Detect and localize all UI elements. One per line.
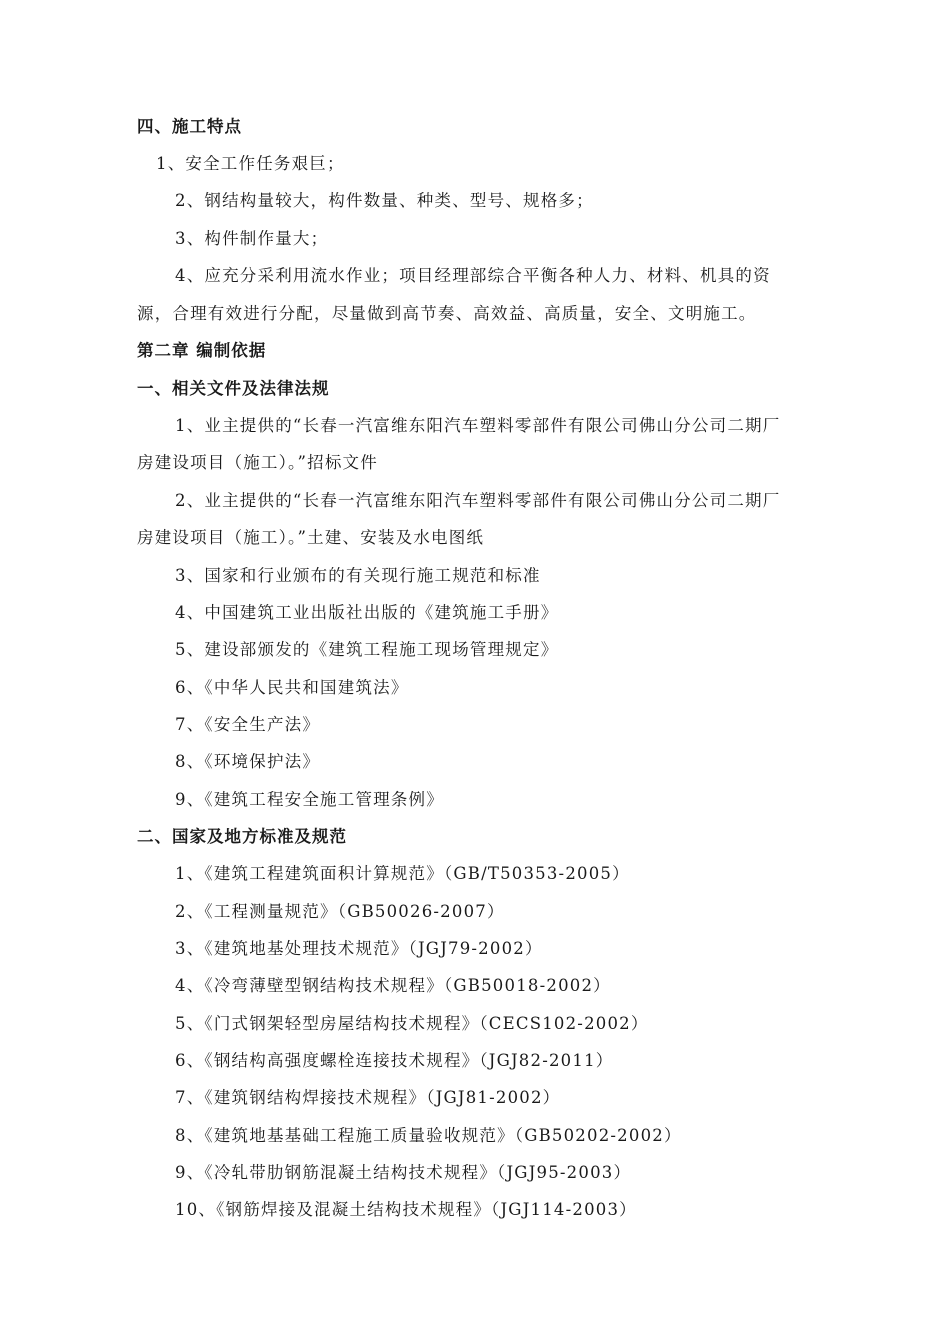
list-item: 10、《钢筋焊接及混凝土结构技术规程》（JGJ114-2003） [175,1200,637,1219]
paragraph-line: 2、钢结构量较大，构件数量、种类、型号、规格多； [175,191,594,210]
list-item: 9、《冷轧带肋钢筋混凝土结构技术规程》（JGJ95-2003） [175,1163,632,1182]
list-item: 6、《钢结构高强度螺栓连接技术规程》（JGJ82-2011） [175,1051,614,1070]
list-item: 4、中国建筑工业出版社出版的《建筑施工手册》 [175,603,559,622]
list-item: 5、建设部颁发的《建筑工程施工现场管理规定》 [175,640,559,659]
paragraph-line: 源，合理有效进行分配，尽量做到高节奏、高效益、高质量，安全、文明施工。 [137,304,757,323]
list-item: 1、《建筑工程建筑面积计算规范》（GB/T50353-2005） [175,864,630,883]
list-item: 3、《建筑地基处理技术规范》（JGJ79-2002） [175,939,543,958]
list-item: 7、《建筑钢结构焊接技术规程》（JGJ81-2002） [175,1088,561,1107]
paragraph-line: 1、安全工作任务艰巨； [156,154,345,173]
list-item: 4、《冷弯薄壁型钢结构技术规程》（GB50018-2002） [175,976,611,995]
paragraph-line: 2、业主提供的“长春一汽富维东阳汽车塑料零部件有限公司佛山分公司二期厂 [175,491,781,510]
list-item: 5、《门式钢架轻型房屋结构技术规程》（CECS102-2002） [175,1014,649,1033]
paragraph-line: 1、业主提供的“长春一汽富维东阳汽车塑料零部件有限公司佛山分公司二期厂 [175,416,781,435]
list-item: 3、国家和行业颁布的有关现行施工规范和标准 [175,566,541,585]
paragraph-line: 4、应充分采利用流水作业；项目经理部综合平衡各种人力、材料、机具的资 [175,266,771,285]
list-item: 6、《中华人民共和国建筑法》 [175,678,409,697]
paragraph-line: 3、构件制作量大； [175,229,329,248]
list-item: 7、《安全生产法》 [175,715,321,734]
list-item: 8、《环境保护法》 [175,752,321,771]
list-item: 8、《建筑地基基础工程施工质量验收规范》（GB50202-2002） [175,1126,682,1145]
list-item: 2、《工程测量规范》（GB50026-2007） [175,902,505,921]
paragraph-line: 房建设项目（施工）。”土建、安装及水电图纸 [137,528,485,547]
paragraph-line: 房建设项目（施工）。”招标文件 [137,453,378,472]
chapter-heading-compilation-basis: 第二章 编制依据 [137,341,267,360]
section-heading-standards: 二、国家及地方标准及规范 [137,827,347,846]
list-item: 9、《建筑工程安全施工管理条例》 [175,790,444,809]
section-heading-documents-laws: 一、相关文件及法律法规 [137,379,330,398]
section-heading-construction-features: 四、施工特点 [137,117,242,136]
